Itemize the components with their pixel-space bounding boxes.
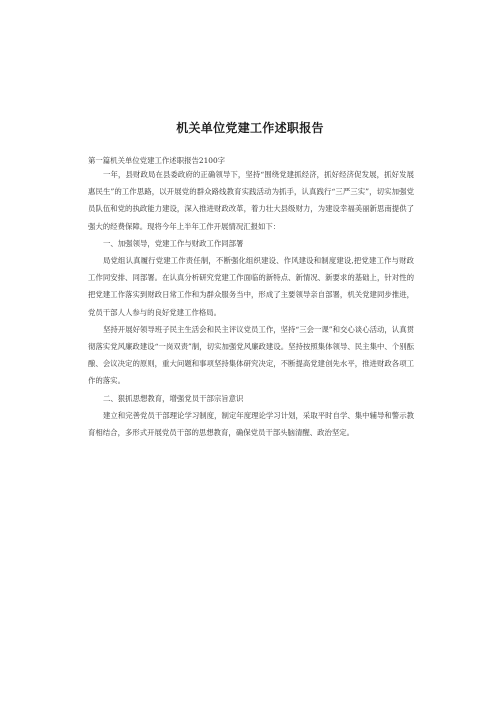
document-subtitle: 第一篇机关单位党建工作述职报告2100字 [88,156,226,165]
section-heading-2: 二、狠抓思想教育，增强党员干部宗旨意识 [103,393,244,403]
paragraph-section-1a: 局党组认真履行党建工作责任制，不断强化组织建设、作风建设和制度建设,把党建工作与财政工作同安排、同部署。在认真分析研究党建工作面临的新特点、新情况、新要求的基础上，针对性的把党建工作落实到财政日常工作和为群众服务当中，形成了主要领导亲自部署，机关党建同步推进，党员干部人人参与的良好党建工作格局。 [88,256,414,317]
paragraph-section-2a: 建立和完善党员干部理论学习制度，制定年度理论学习计划，采取平时自学、集中辅导和警示教育相结合，多形式开展党员干部的思想教育，确保党员干部头脑清醒、政治坚定。 [88,410,414,438]
section-heading-1: 一、加强领导，党建工作与财政工作同部署 [103,238,244,248]
document-body [88,166,414,441]
document-title: 机关单位党建工作述职报告 [176,121,324,135]
paragraph-section-1b: 坚持开展好领导班子民主生活会和民主评议党员工作，坚持“三会一课”和交心谈心活动，认真贯彻落实党风廉政建设“一岗双责”制，切实加强党风廉政建设。坚持按照集体领导、民主集中、个别酝酿、会议决定的原则，重大问题和事项坚持集体研究决定，不断提高党建创先水平，推进财政各项工作的落实。 [88,324,414,386]
paragraph-intro: 一年，县财政局在县委政府的正确领导下，坚持“围绕党建抓经济，抓好经济促发展，抓好发展惠民生”的工作思路，以开展党的群众路线教育实践活动为抓手，认真践行“三严三实”，切实加强党员队伍和党的执政能力建设，深入推进财政改革，着力壮大县级财力，为建设幸福美丽新思南提供了强大的经费保障。现将今年上半年工作开展情况汇报如下： [88,170,414,231]
